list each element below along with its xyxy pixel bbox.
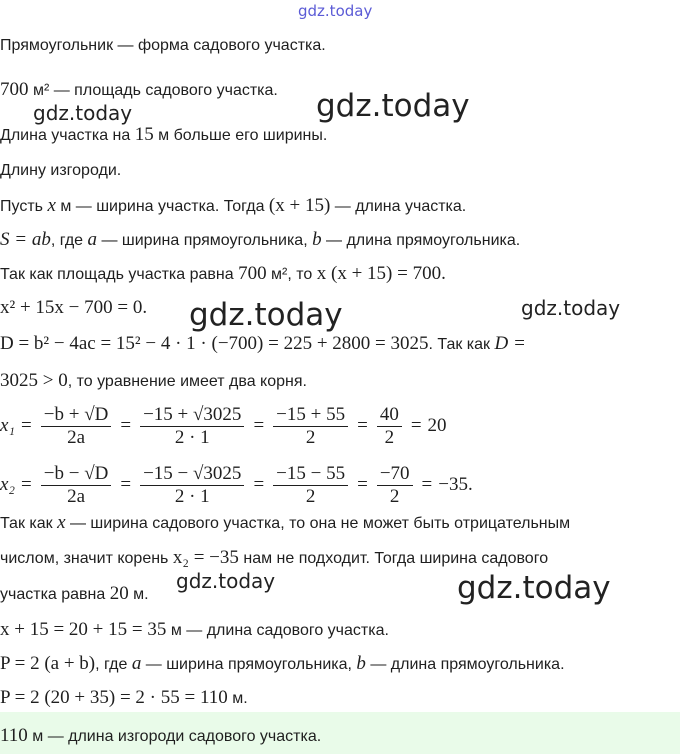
text-line: Длина участка на 15 м больше его ширины. [0,124,328,145]
text-line: Пусть x м — ширина участка. Тогда (x + 15) — длина участка. [0,195,467,216]
watermark: gdz.today [176,569,276,593]
formula-x2: x₂ = $\frac{-b - √D}{2a}$ = $\frac{-15 - √3025}{2 \cdot 1}$ = $\frac{-15 - 55}{2}$ = $\frac{-70}{2}$ = −35. [0,462,473,507]
watermark: gdz.today [457,570,611,606]
text-line: Так как площадь участка равна 700 м², то x (x + 15) = 700. [0,263,446,284]
watermark-top: gdz.today [298,2,373,20]
text-line: 700 м² — площадь садового участка. [0,79,278,100]
text-line: 3025 > 0, то уравнение имеет два корня. [0,370,307,391]
text-line: P = 2 (a + b), где a — ширина прямоугольника, b — длина прямоугольника. [0,653,565,674]
text-line: P = 2 (20 + 35) = 2 · 55 = 110 м. [0,687,248,708]
watermark: gdz.today [521,296,621,320]
formula-line: x² + 15x − 700 = 0. [0,297,148,318]
watermark: gdz.today [189,297,343,333]
text-line: Так как x — ширина садового участка, то она не может быть отрицательным [0,512,571,533]
answer-text: 110 м — длина изгороди садового участка. [0,725,322,746]
watermark: gdz.today [33,101,133,125]
text-line: S = ab, где a — ширина прямоугольника, b — длина прямоугольника. [0,229,521,250]
text-line: Длину изгороди. [0,162,122,179]
text-line: участка равна 20 м. [0,583,149,604]
watermark: gdz.today [316,88,470,124]
formula-line: D = b² − 4ac = 15² − 4 · 1 · (−700) = 225 + 2800 = 3025. Так как D = [0,333,526,354]
text-line: Прямоугольник — форма садового участка. [0,37,326,54]
formula-x1: x₁ = $\frac{-b + √D}{2a}$ = $\frac{-15 + √3025}{2 \cdot 1}$ = $\frac{-15 + 55}{2}$ = $\frac{40}{2}$ = 20 [0,403,447,448]
text-line: числом, значит корень x₂ = −35 нам не подходит. Тогда ширина садового [0,547,549,568]
text-line: x + 15 = 20 + 15 = 35 м — длина садового участка. [0,619,389,640]
